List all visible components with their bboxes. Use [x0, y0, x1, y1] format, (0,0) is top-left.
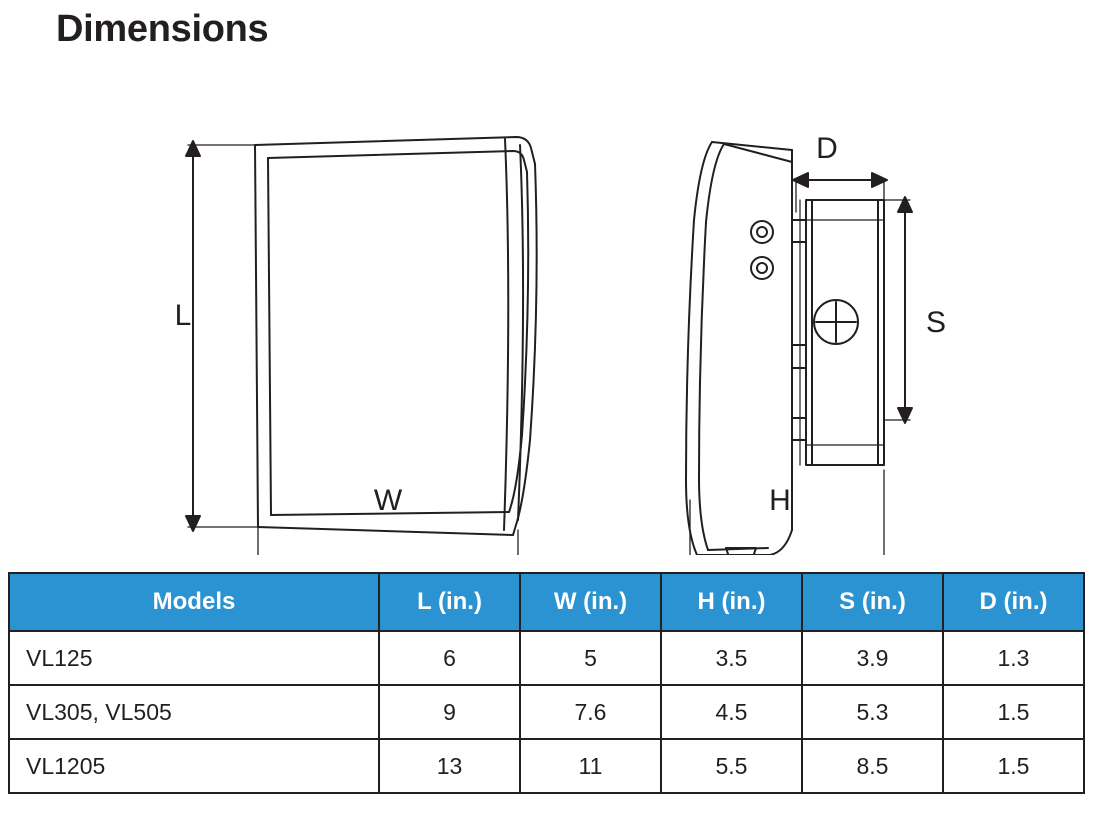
cell-d: 1.5: [943, 685, 1084, 739]
cell-l: 9: [379, 685, 520, 739]
column-header-d: D (in.): [943, 573, 1084, 631]
label-H: H: [769, 484, 791, 517]
cell-w: 7.6: [520, 685, 661, 739]
cell-w: 5: [520, 631, 661, 685]
column-header-l: L (in.): [379, 573, 520, 631]
cell-s: 5.3: [802, 685, 943, 739]
cell-h: 5.5: [661, 739, 802, 793]
label-D: D: [816, 132, 838, 165]
label-L: L: [174, 299, 192, 332]
column-header-s: S (in.): [802, 573, 943, 631]
label-W: W: [373, 484, 403, 517]
cell-model: VL1205: [9, 739, 379, 793]
phillips-screw: [814, 300, 858, 344]
column-header-models: Models: [9, 573, 379, 631]
table-row: [9, 739, 1084, 793]
table-header-row: [9, 573, 1084, 631]
cell-h: 4.5: [661, 685, 802, 739]
dimensions-table: [8, 572, 1085, 794]
cell-l: 13: [379, 739, 520, 793]
table-row: [9, 685, 1084, 739]
screw-detail-bottom: [751, 257, 773, 279]
column-header-h: H (in.): [661, 573, 802, 631]
dimensions-drawing: [0, 100, 1098, 555]
page-title: Dimensions: [56, 8, 269, 50]
label-S: S: [925, 306, 947, 339]
dimension-line-S: [884, 197, 912, 423]
cell-w: 11: [520, 739, 661, 793]
dimension-line-W: [255, 520, 522, 555]
cell-s: 3.9: [802, 631, 943, 685]
cell-h: 3.5: [661, 631, 802, 685]
cell-model: VL125: [9, 631, 379, 685]
dimension-line-D: [793, 173, 887, 212]
cell-d: 1.3: [943, 631, 1084, 685]
dimension-line-L: [186, 141, 258, 531]
column-header-w: W (in.): [520, 573, 661, 631]
front-view-outline: [255, 137, 537, 535]
cell-s: 8.5: [802, 739, 943, 793]
cell-model: VL305, VL505: [9, 685, 379, 739]
cell-l: 6: [379, 631, 520, 685]
screw-detail-top: [751, 221, 773, 243]
cell-d: 1.5: [943, 739, 1084, 793]
table-row: [9, 631, 1084, 685]
